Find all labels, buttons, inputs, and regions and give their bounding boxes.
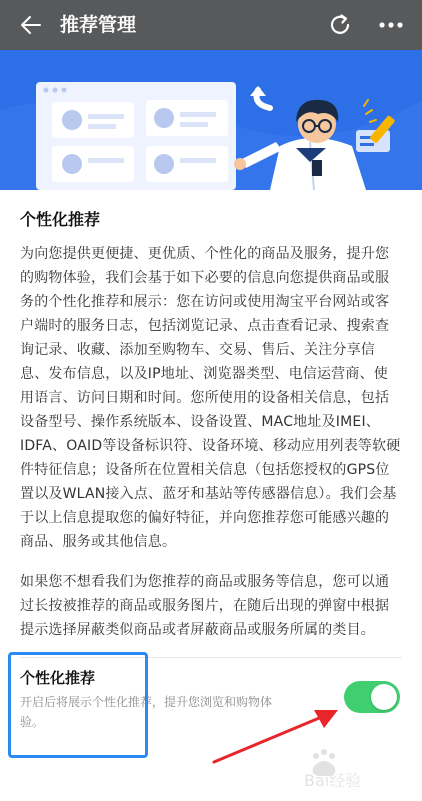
toggle-knob — [371, 684, 397, 710]
policy-paragraph-2: 如果您不想看我们为您推荐的商品或服务等信息，您可以通过长按被推荐的商品或服务图片，在随后出现的弹窗中根据提示选择屏蔽类似商品或者屏蔽商品或服务所属的类目。 — [20, 574, 390, 638]
refresh-icon[interactable] — [327, 12, 353, 38]
baidu-jingyan-watermark-icon — [302, 744, 417, 792]
setting-description: 开启后将展示个性化推荐，提升您浏览和购物体验。 — [20, 695, 273, 729]
policy-paragraph-1: 为向您提供更便捷、更优质、个性化的商品及服务，提升您的购物体验，我们会基于如下必要的信息向您提供商品或服务的个性化推荐和展示：您在访问或使用淘宝平台网站或客户端时的服务日志，包括浏览记录、点击查看记录、搜索查询记录、收藏、添加至购物车、交易、售后、关注分享信息、发布信息，以及IP地址、浏览器类型、电信运营商、使用语言、访问日期和时间。您所使用的设备相关信息，包括设备型号、操作系统版本、设备设置、MAC地址及IMEI、IDFA、OAID等设备标识符、设备环境、移动应用列表等软硬件特征信息；设备所在位置相关信息（包括您授权的GPS位置以及WLAN接入点、蓝牙和基站等传感器信息）。我们会基于以上信息提取您的偏好特征，并向您推荐您可能感兴趣的商品、服务或其他信息。 — [20, 246, 401, 550]
presenter-illustration-icon — [0, 50, 422, 190]
section-title: 个性化推荐 — [20, 210, 101, 229]
annotation-highlight-box — [8, 652, 148, 758]
banner-illustration — [0, 50, 422, 190]
page-title: 推荐管理 — [60, 14, 137, 36]
top-navigation-bar — [0, 0, 422, 50]
back-arrow-icon[interactable] — [18, 12, 44, 38]
watermark-text: Bai经验 — [304, 771, 362, 790]
policy-content — [20, 208, 402, 642]
personalized-recommendation-toggle[interactable] — [344, 681, 400, 713]
setting-title: 个性化推荐 — [20, 669, 96, 687]
more-icon[interactable] — [376, 12, 406, 38]
